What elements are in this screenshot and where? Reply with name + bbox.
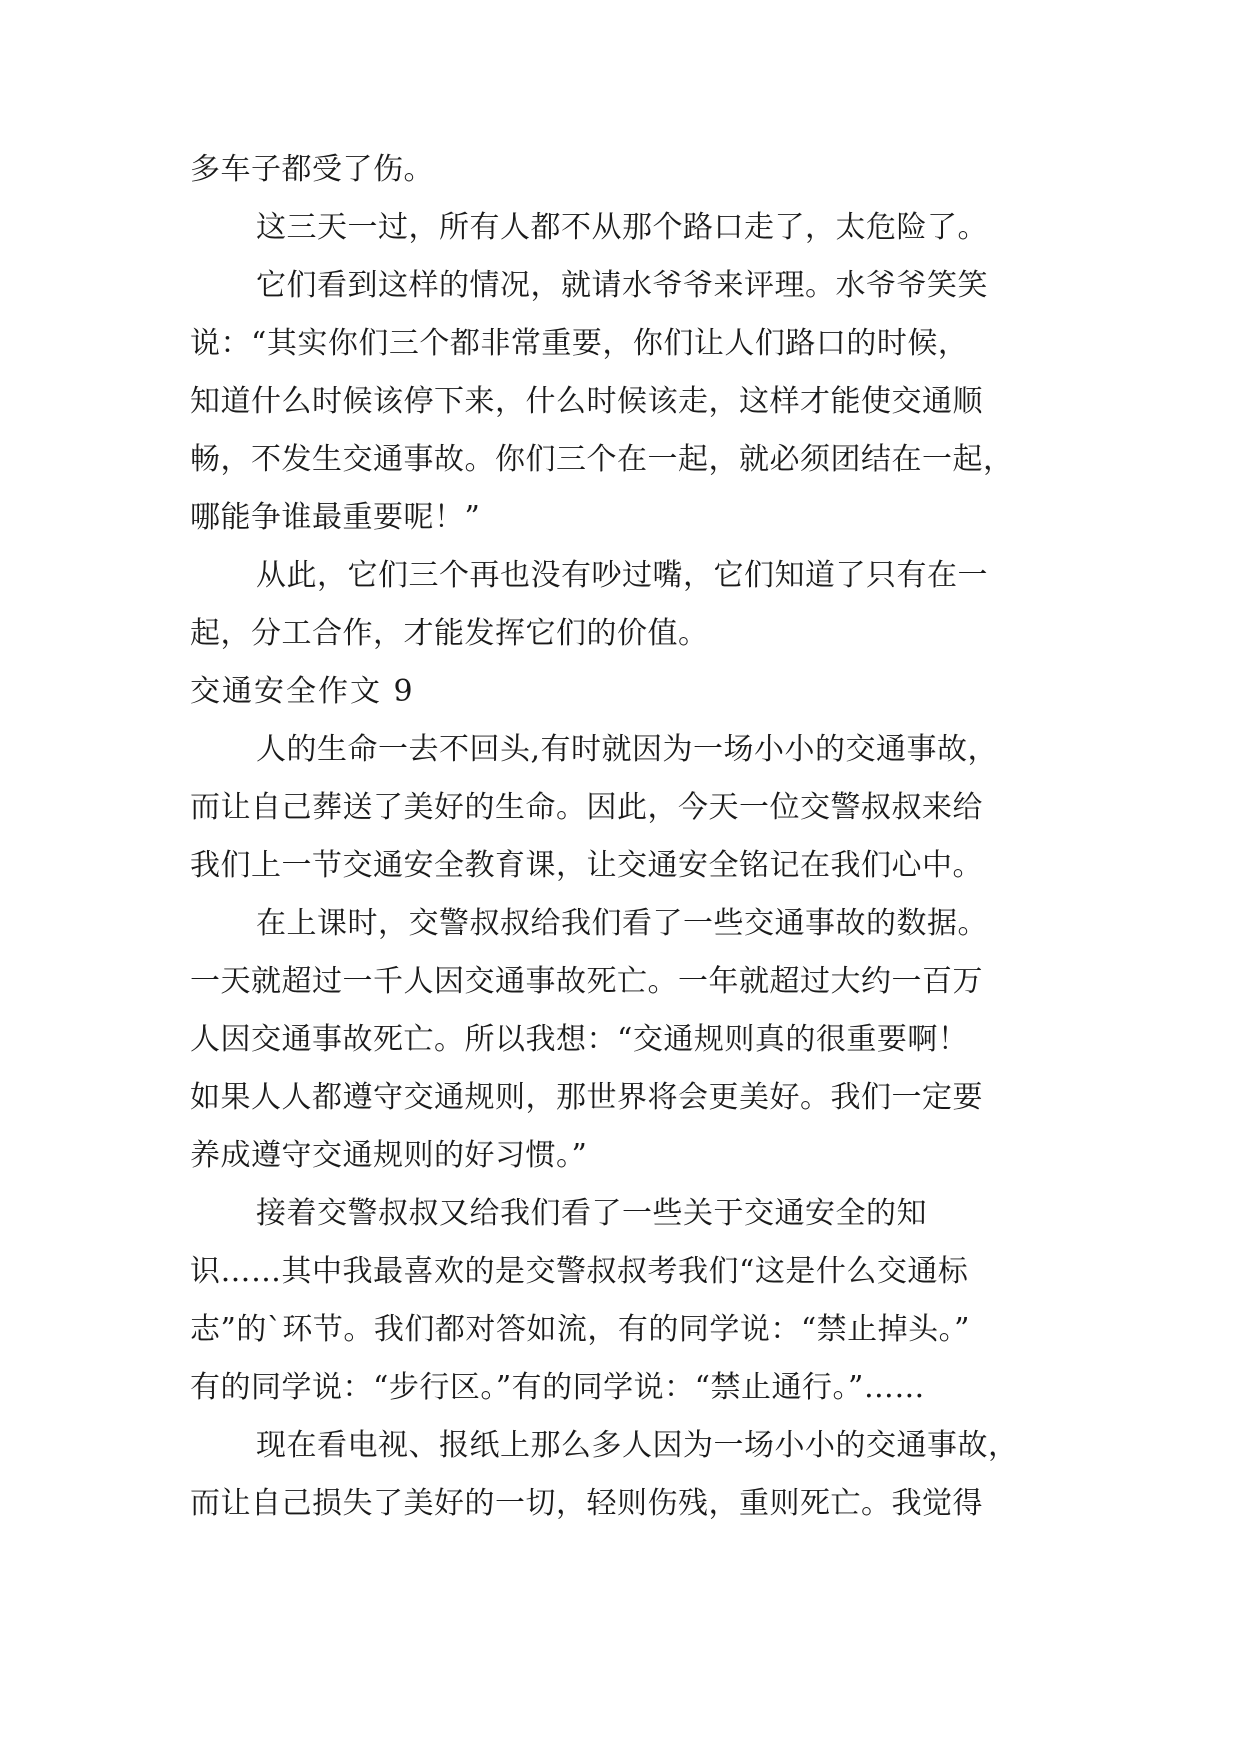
paragraph-first-line: 这三天一过，所有人都不从那个路口走了，太危险了。 (256, 210, 988, 245)
section-heading: 交通安全作文 9 (190, 674, 415, 709)
text-line: 说：“其实你们三个都非常重要，你们让人们路口的时候， (190, 326, 969, 361)
text-line: 知道什么时候该停下来，什么时候该走，这样才能使交通顺 (190, 384, 983, 419)
text-line: 养成遵守交通规则的好习惯。” (190, 1138, 588, 1173)
text-line: 哪能争谁最重要呢！” (190, 500, 481, 535)
text-line: 畅，不发生交通事故。你们三个在一起，就必须团结在一起， (190, 442, 1014, 477)
text-line: 志”的`环节。我们都对答如流，有的同学说：“禁止掉头。” (190, 1312, 971, 1347)
paragraph-first-line: 在上课时，交警叔叔给我们看了一些交通事故的数据。 (256, 906, 988, 941)
paragraph-first-line: 它们看到这样的情况，就请水爷爷来评理。水爷爷笑笑 (256, 268, 988, 303)
text-line: 多车子都受了伤。 (190, 152, 434, 187)
text-line: 起，分工合作，才能发挥它们的价值。 (190, 616, 709, 651)
text-line: 一天就超过一千人因交通事故死亡。一年就超过大约一百万 (190, 964, 983, 999)
text-line: 而让自己葬送了美好的生命。因此，今天一位交警叔叔来给 (190, 790, 983, 825)
text-line: 人因交通事故死亡。所以我想：“交通规则真的很重要啊！ (190, 1022, 969, 1057)
text-line: 如果人人都遵守交通规则，那世界将会更美好。我们一定要 (190, 1080, 983, 1115)
paragraph-first-line: 接着交警叔叔又给我们看了一些关于交通安全的知 (256, 1196, 927, 1231)
text-line: 我们上一节交通安全教育课，让交通安全铭记在我们心中。 (190, 848, 983, 883)
paragraph-first-line: 从此，它们三个再也没有吵过嘴，它们知道了只有在一 (256, 558, 988, 593)
paragraph-first-line: 人的生命一去不回头,有时就因为一场小小的交通事故， (256, 732, 999, 767)
text-line: 有的同学说：“步行区。”有的同学说：“禁止通行。”…… (190, 1370, 925, 1405)
text-line: 而让自己损失了美好的一切，轻则伤残，重则死亡。我觉得 (190, 1486, 983, 1521)
text-line: 识……其中我最喜欢的是交警叔叔考我们“这是什么交通标 (190, 1254, 969, 1289)
paragraph-first-line: 现在看电视、报纸上那么多人因为一场小小的交通事故， (256, 1428, 1019, 1463)
